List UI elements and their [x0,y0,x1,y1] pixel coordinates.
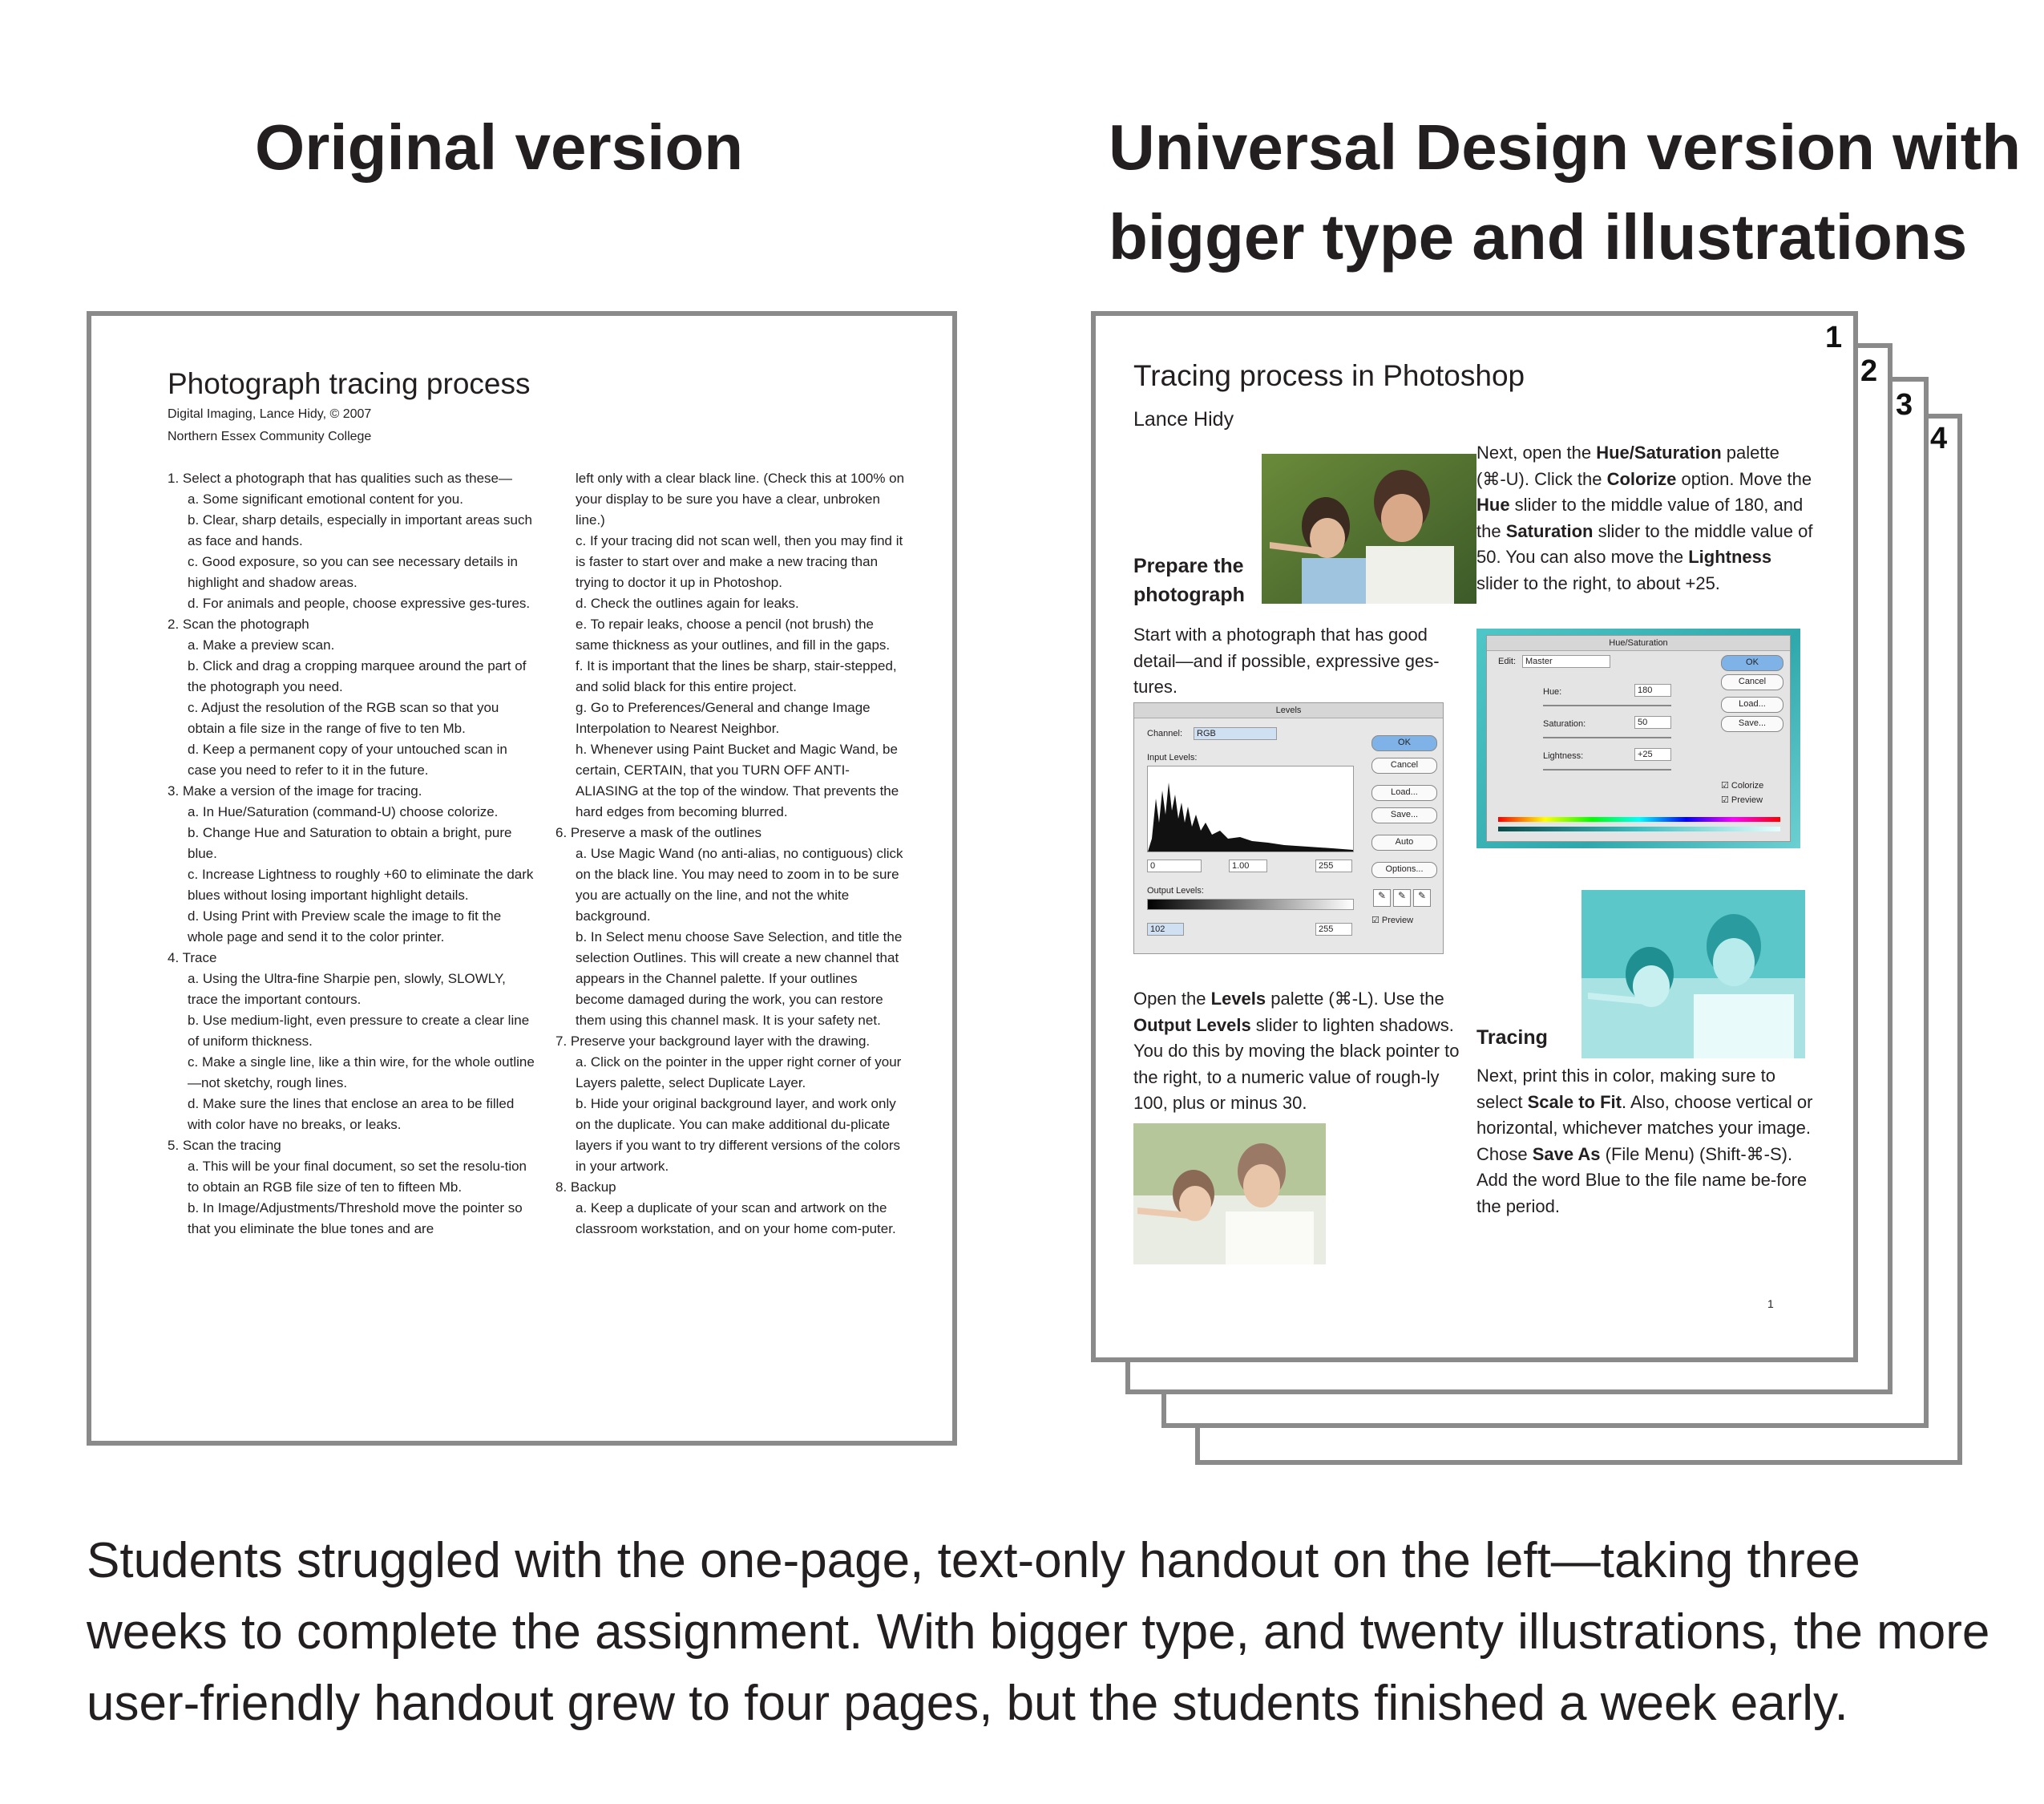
original-left-item: c. Make a single line, like a thin wire, for the whole outline—not sketchy, rough lines. [188,1054,535,1090]
original-left-item: 2. Scan the photograph [168,617,309,632]
hue-cancel-button: Cancel [1721,674,1783,690]
page-number-2: 2 [1860,354,1878,388]
original-left-item: 1. Select a photograph that has qualities such as these— [168,471,512,486]
tracing-bold-2: Save As [1532,1143,1601,1164]
levels-preview-checkbox: ☑ Preview [1371,916,1414,925]
heading-ud-line-1: Universal Design version with [1109,111,2022,183]
hue-bold-3: Hue [1476,495,1510,515]
original-subtitle-2: Northern Essex Community College [168,430,372,443]
photograph-color [1262,454,1476,604]
levels-bold-2: Output Levels [1133,1014,1251,1035]
original-right-item: h. Whenever using Paint Bucket and Magic Wand, be certain, CERTAIN, that you TURN OFF ANTI-ALIASING at the top of the window. That prevents the hard edges from becoming blurred. [576,742,899,819]
original-right-item: e. To repair leaks, choose a pencil (not brush) the same thickness as your outlines, and fill in the gaps. [576,617,891,653]
original-left-item: c. Increase Lightness to roughly +60 to eliminate the dark blues without losing important highlight details. [188,867,534,903]
hue-instructions [1476,440,1813,597]
original-left-item: b. Use medium-light, even pressure to create a clear line of uniform thickness. [188,1013,530,1049]
hue-bold-4: Saturation [1505,520,1594,541]
saturation-label: Saturation: [1543,719,1586,729]
hue-slider [1543,705,1671,706]
hue-edit-select: Master [1522,655,1610,668]
hue-preview-label: Preview [1731,795,1763,805]
original-right-column [555,468,908,1240]
hue-bold-2: Colorize [1606,468,1677,489]
prepare-heading-text: Prepare the photograph [1133,555,1245,606]
levels-ok-button: OK [1371,735,1437,751]
levels-output-white: 255 [1315,923,1352,936]
ud-author: Lance Hidy [1133,408,1234,431]
hue-colorized-bar [1498,827,1780,831]
original-left-item: a. Make a preview scan. [188,637,335,653]
levels-dialog-title: Levels [1134,703,1443,718]
levels-channel-label: Channel: [1147,729,1183,738]
levels-output-label: Output Levels: [1147,886,1204,896]
hue-ok-button: OK [1721,655,1783,671]
original-right-item: f. It is important that the lines be sharp, stair-stepped, and solid black for this entire project. [576,658,897,694]
original-left-item: d. For animals and people, choose expressive ges-tures. [188,596,531,611]
saturation-slider [1543,737,1671,738]
original-right-item: a. Use Magic Wand (no anti-alias, no contiguous) click on the black line. You may need to zoom in to be sure you are actually on the line, and not the white background. [576,846,903,924]
original-right-item: left only with a clear black line. (Check this at 100% on your display to be sure you have a clear, unbroken line.) [576,471,905,528]
levels-channel-select: RGB [1194,727,1277,740]
levels-input-label: Input Levels: [1147,753,1198,762]
hue-value: 180 [1634,684,1671,697]
original-left-item: d. Make sure the lines that enclose an area to be filled with color have no breaks, or leaks. [188,1096,515,1132]
eyedropper-gray-icon: ✎ [1393,889,1411,907]
tracing-text-4: (File Menu) (Shift-⌘-S). [1600,1143,1793,1164]
tracing-bold-1: Scale to Fit [1527,1091,1622,1112]
tracing-instructions [1476,1063,1813,1220]
eyedropper-white-icon: ✎ [1413,889,1431,907]
levels-input-white: 255 [1315,860,1352,872]
hue-text-5: slider to the middle value of 50. You can also move the [1476,520,1813,567]
hue-text-2: palette (⌘-U). Click the [1476,443,1779,489]
original-right-item: 6. Preserve a mask of the outlines [555,825,762,840]
colorize-checkbox: ☑ Colorize [1721,781,1764,791]
original-left-item: a. In Hue/Saturation (command-U) choose colorize. [188,804,499,819]
saturation-value: 50 [1634,716,1671,729]
levels-histogram [1147,766,1354,852]
hue-bold-5: Lightness [1688,547,1772,567]
hue-load-button: Load... [1721,697,1783,713]
hue-edit-label: Edit: [1498,657,1517,666]
hue-spectrum-bar [1498,817,1780,822]
original-right-item: 7. Preserve your background layer with the drawing. [555,1033,871,1049]
levels-cancel-button: Cancel [1371,758,1437,774]
heading-universal-design [1109,103,2021,282]
photograph-blue-tinted [1581,890,1805,1058]
original-right-item: c. If your tracing did not scan well, then you may find it is faster to start over and make a new tracing than trying to doctor it up in Photoshop. [576,533,903,590]
original-right-item: a. Click on the pointer in the upper right corner of your Layers palette, select Duplicate Layer. [576,1054,902,1090]
original-left-item: a. Using the Ultra-fine Sharpie pen, slowly, SLOWLY, trace the important contours. [188,971,506,1007]
original-left-item: 3. Make a version of the image for tracing. [168,783,422,799]
tracing-text-5: Add the word Blue to the file name be-fore the period. [1476,1170,1808,1216]
levels-bold-1: Levels [1210,989,1266,1009]
heading-ud-line-2: bigger type and illustrations [1109,201,1968,273]
levels-dialog-screenshot [1133,702,1444,954]
lightness-label: Lightness: [1543,751,1584,761]
hue-text-6: slider to the right, to about +25. [1476,572,1720,593]
original-left-item: 5. Scan the tracing [168,1138,281,1153]
hue-text-4: slider to the middle value of 180, and the [1476,495,1804,541]
original-left-item: b. Clear, sharp details, especially in important areas such as face and hands. [188,512,532,548]
eyedropper-black-icon: ✎ [1373,889,1391,907]
original-left-item: b. Change Hue and Saturation to obtain a bright, pure blue. [188,825,512,861]
tracing-text-1: Next, print this in color, making sure to select [1476,1066,1775,1112]
original-right-item: 8. Backup [555,1179,616,1195]
levels-output-black: 102 [1147,923,1184,936]
tracing-heading: Tracing [1476,1026,1548,1049]
hue-text-3: option. Move the [1676,468,1812,489]
original-right-item: b. Hide your original background layer, and work only on the duplicate. You can make additional du-plicate layers if you want to try different versions of the colors in your artwork. [576,1096,901,1174]
lightness-slider [1543,769,1671,771]
levels-text-3: slider to lighten shadows. You do this by moving the black pointer to the right, to a numeric value of rough-ly 100, plus or minus 30. [1133,1014,1460,1113]
original-title: Photograph tracing process [168,367,531,400]
prepare-heading [1133,552,1262,609]
colorize-label: Colorize [1731,781,1764,791]
levels-input-black: 0 [1147,860,1202,872]
hue-label: Hue: [1543,687,1562,697]
levels-input-gamma: 1.00 [1229,860,1267,872]
hue-text-1: Next, open the [1476,443,1597,463]
original-subtitle-1: Digital Imaging, Lance Hidy, © 2007 [168,407,372,421]
hue-preview-checkbox: ☑ Preview [1721,795,1763,805]
ud-title: Tracing process in Photoshop [1133,359,1525,392]
levels-auto-button: Auto [1371,835,1437,851]
original-left-item: c. Adjust the resolution of the RGB scan so that you obtain a file size in the range of five to ten Mb. [188,700,499,736]
photograph-lightened [1133,1123,1326,1264]
original-right-item: d. Check the outlines again for leaks. [576,596,799,611]
original-right-item: a. Keep a duplicate of your scan and artwork on the classroom workstation, and on your home com-puter. [576,1200,896,1236]
levels-output-gradient [1147,899,1354,910]
page-number-1: 1 [1825,321,1843,354]
original-right-item: g. Go to Preferences/General and change Image Interpolation to Nearest Neighbor. [576,700,871,736]
eyedropper-icons [1373,889,1434,907]
original-handout-page [87,311,957,1446]
original-left-item: d. Keep a permanent copy of your untouched scan in case you need to refer to it in the future. [188,742,507,778]
hue-save-button: Save... [1721,716,1783,732]
original-left-item: d. Using Print with Preview scale the image to fit the whole page and send it to the color printer. [188,908,502,944]
universal-design-page-1 [1091,311,1858,1362]
hue-dialog-title: Hue/Saturation [1487,636,1790,651]
original-left-item: c. Good exposure, so you can see necessary details in highlight and shadow areas. [188,554,519,590]
levels-options-button: Options... [1371,862,1437,878]
levels-text-2: palette (⌘-L). Use the [1266,989,1444,1009]
levels-save-button: Save... [1371,807,1437,823]
original-left-item: 4. Trace [168,950,217,965]
hue-bold-1: Hue/Saturation [1596,443,1722,463]
caption: Students struggled with the one-page, text-only handout on the left—taking three weeks to complete the assignment. With bigger type, and twenty illustrations, the more user-friendly handout grew to four pages, but the students finished a week early. [87,1533,1990,1731]
original-left-item: a. This will be your final document, so set the resolu-tion to obtain an RGB file size of ten to fifteen Mb. [188,1159,527,1195]
levels-instructions [1133,986,1470,1117]
page-number-4: 4 [1930,422,1948,455]
page-number-3: 3 [1896,388,1913,422]
hue-saturation-screenshot [1476,629,1800,848]
original-left-column [168,468,536,1240]
prepare-text: Start with a photograph that has good detail—and if possible, expressive ges-tures. [1133,625,1440,697]
original-left-item: b. Click and drag a cropping marquee around the part of the photograph you need. [188,658,527,694]
levels-load-button: Load... [1371,785,1437,801]
lightness-value: +25 [1634,748,1671,761]
heading-original-version: Original version [255,111,744,183]
tracing-text-3: Chose [1476,1143,1533,1164]
levels-preview-label: Preview [1381,916,1414,925]
original-left-item: b. In Image/Adjustments/Threshold move the pointer so that you eliminate the blue tones and are [188,1200,523,1236]
ud-folio: 1 [1767,1297,1774,1310]
original-right-item: b. In Select menu choose Save Selection, and title the selection Outlines. This will create a new channel that appears in the Channel palette. If your outlines become damaged during the work, you can restore them using this channel mask. It is your safety net. [576,929,903,1028]
original-left-item: a. Some significant emotional content for you. [188,491,463,507]
tracing-text-2: . Also, choose vertical or horizontal, whichever matches your image. [1476,1091,1813,1138]
levels-text-1: Open the [1133,989,1211,1009]
